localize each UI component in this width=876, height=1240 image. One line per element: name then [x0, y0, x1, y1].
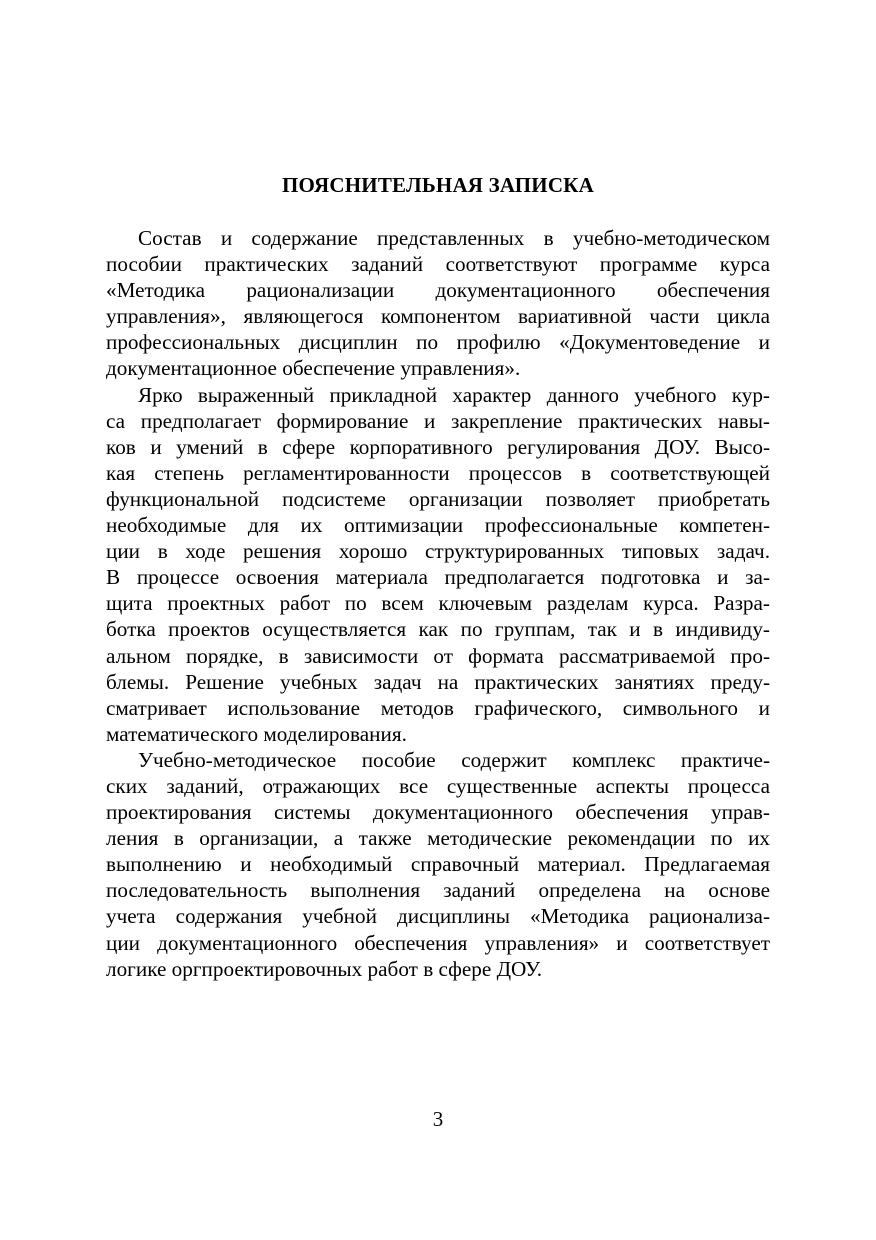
text-line: В процессе освоения материала предполагается подготовка и за-: [106, 565, 770, 590]
text-line: ботка проектов осуществляется как по группам, так и в индивиду-: [106, 617, 770, 642]
page-title: ПОЯСНИТЕЛЬНАЯ ЗАПИСКА: [282, 173, 594, 197]
text-line: последовательность выполнения заданий определена на основе: [106, 878, 770, 903]
text-line: математического моделирования.: [106, 721, 407, 746]
text-line: документационное обеспечение управления».: [106, 356, 521, 381]
text-line: ления в организации, а также методические рекомендации по их: [106, 826, 770, 851]
text-line: сматривает использование методов графического, символьного и: [106, 695, 770, 720]
text-line: необходимые для их оптимизации профессиональные компетен-: [106, 513, 770, 538]
text-line: альном порядке, в зависимости от формата рассматриваемой про-: [106, 643, 770, 668]
paragraph: [106, 225, 770, 382]
text-line: функциональной подсистеме организации позволяет приобретать: [106, 486, 770, 511]
text-line: выполнению и необходимый справочный материал. Предлагаемая: [106, 852, 770, 877]
paragraph: [106, 747, 770, 982]
text-line: ции в ходе решения хорошо структурированных типовых задач.: [106, 539, 770, 564]
text-line: ков и умений в сфере корпоративного регулирования ДОУ. Высо-: [106, 434, 770, 459]
text-line: блемы. Решение учебных задач на практических занятиях преду-: [106, 669, 770, 694]
text-line: управления», являющегося компонентом вариативной части цикла: [106, 304, 770, 329]
text-line: пособии практических заданий соответствуют программе курса: [106, 252, 770, 277]
text-line: «Методика рационализации документационного обеспечения: [106, 278, 770, 303]
page-number: 3: [432, 1107, 444, 1131]
text-line: ских заданий, отражающих все существенные аспекты процесса: [106, 773, 770, 798]
text-line: ции документационного обеспечения управления» и соответствует: [106, 930, 770, 955]
text-line: профессиональных дисциплин по профилю «Документоведение и: [106, 330, 770, 355]
body-text: [106, 225, 770, 982]
text-line: кая степень регламентированности процессов в соответствующей: [106, 460, 770, 485]
paragraph: [106, 382, 770, 747]
text-line: са предполагает формирование и закрепление практических навы-: [106, 408, 770, 433]
text-line: проектирования системы документационного обеспечения управ-: [106, 800, 770, 825]
text-line: учета содержания учебной дисциплины «Методика рационализа-: [106, 904, 770, 929]
text-line: щита проектных работ по всем ключевым разделам курса. Разра-: [106, 591, 770, 616]
text-line: Состав и содержание представленных в учебно-методическом: [138, 226, 770, 250]
text-line: Учебно-методическое пособие содержит комплекс практиче-: [138, 747, 770, 772]
text-line: логике оргпроектировочных работ в сфере ДОУ.: [106, 956, 542, 981]
text-line: Ярко выраженный прикладной характер данного учебного кур-: [138, 382, 770, 407]
